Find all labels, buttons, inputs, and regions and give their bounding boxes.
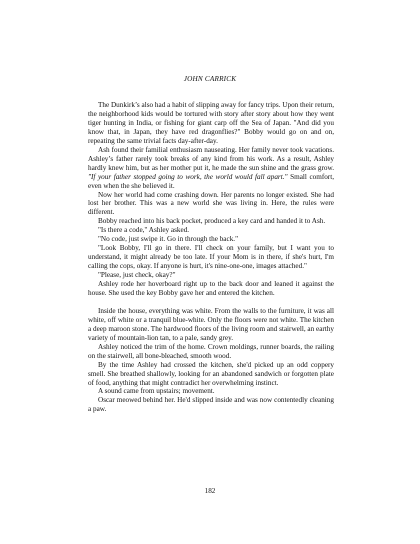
paragraph — [88, 146, 334, 191]
paragraph: "Is there a code," Ashley asked. — [98, 226, 190, 235]
body-text — [88, 101, 334, 414]
page-number: 182 — [204, 487, 216, 495]
paragraph: Now her world had come crashing down. Her parents no longer existed. She had lost her brother. This was a new world she was living in. Here, the rules were different. — [88, 190, 334, 217]
paragraph: Ashley rode her hoverboard right up to the back door and leaned it against the house. She used the key Bobby gave her and entered the kitchen. — [88, 280, 334, 298]
section-break — [88, 298, 334, 307]
paragraph: Inside the house, everything was white. From the walls to the furniture, it was all white, off white or a tranquil blue-white. Only the floors were not white. The kitchen a deep maroon stone. The hardwood floors of the living room and stairwell, an earthy variety of mountain-lion tan, to a pale, sandy grey. — [88, 306, 334, 342]
paragraph: Oscar meowed behind her. He'd slipped inside and was now contentedly cleaning a paw. — [88, 396, 334, 414]
paragraph-text: Ash found their familial enthusiasm nauseating. Her family never took vacations. Ashley’s father rarely took breaks of any kind from his work. As a result, Ashley hardly knew him, but as her mother put it, he made the sun shine and the grass grow. — [88, 145, 334, 172]
paragraph: "No code, just swipe it. Go in through the back." — [98, 235, 239, 244]
italic-quote: "If your father stopped going to work, the world would fall apart." — [88, 172, 288, 181]
paragraph: Bobby reached into his back pocket, produced a key card and handed it to Ash. — [98, 217, 326, 226]
paragraph: "Look Bobby, I'll go in there. I'll check on your family, but I want you to understand, it might already be too late. If your Mom is in there, if she's hurt, I'm calling the cops, okay. If anyone is hurt, it's nine-one-one, images attached." — [88, 244, 334, 271]
paragraph: "Please, just check, okay?" — [98, 271, 176, 280]
paragraph: A sound came from upstairs; movement. — [98, 387, 215, 396]
paragraph-text: Small comfort, even when the she believed it. — [88, 172, 334, 190]
paragraph: By the time Ashley had crossed the kitchen, she'd picked up an odd coppery smell. She breathed shallowly, looking for an abandoned sandwich or forgotten plate of food, anything that might contradict her overwhelming instinct. — [88, 360, 334, 387]
paragraph: Ashley noticed the trim of the home. Crown moldings, runner boards, the railing on the stairwell, all bone-bleached, smooth wood. — [88, 342, 334, 360]
paragraph: The Dunkirk’s also had a habit of slipping away for fancy trips. Upon their return, the neighborhood kids would be tortured with story after story about how they went tiger hunting in India, or fishing for giant carp off the Sea of Japan. "And did you know that, in Japan, they have red dragonflies?" Bobby would go on and on, repeating the same trivial facts day-after-day. — [88, 101, 334, 145]
running-head: JOHN CARRICK — [183, 75, 237, 83]
